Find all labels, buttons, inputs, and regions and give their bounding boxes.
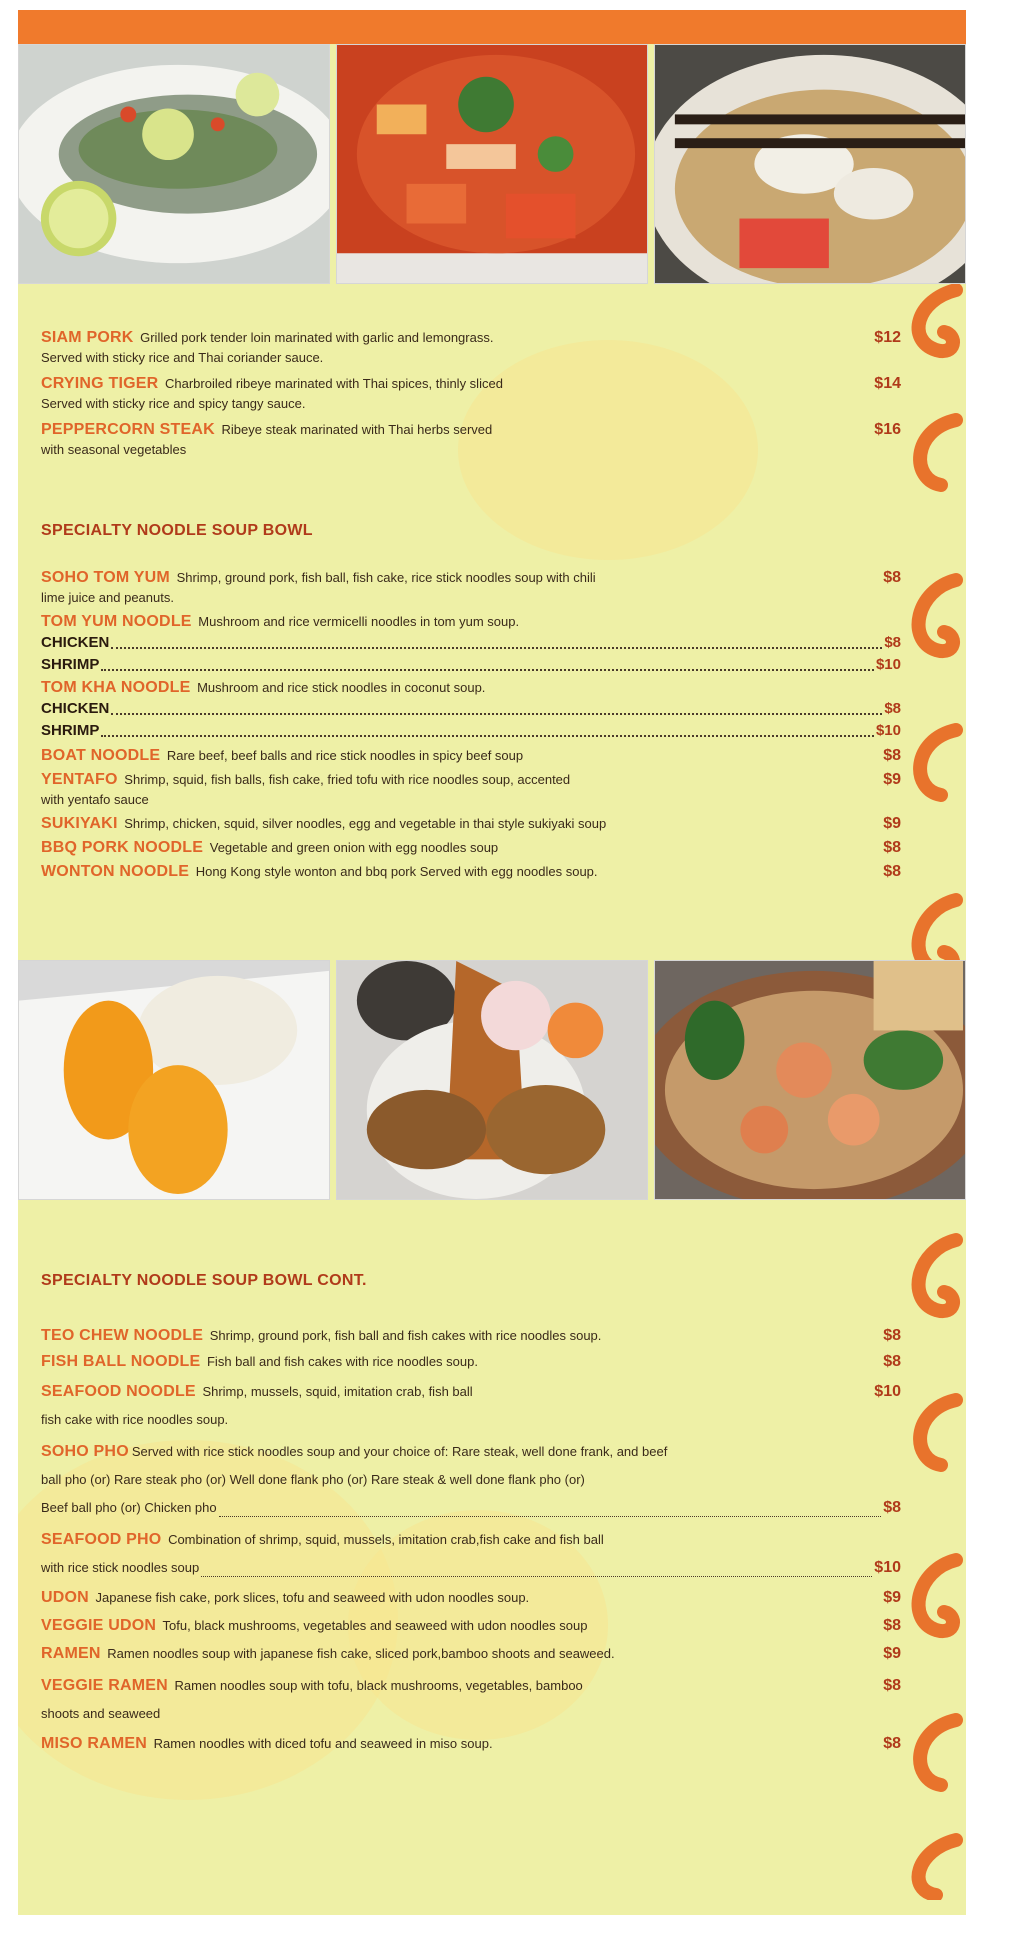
item-name: MISO RAMEN [41,1735,147,1752]
menu-item-tom-kha-noodle [41,678,901,698]
menu-item-miso-ramen [41,1734,901,1754]
item-description: Shrimp, chicken, squid, silver noodles, egg and vegetable in thai style sukiyaki soup [124,816,607,831]
menu-item-siam-pork [41,328,901,368]
item-description: Hong Kong style wonton and bbq pork Served with egg noodles soup. [195,864,598,879]
menu-item-sukiyaki [41,814,901,834]
item-price: $8 [883,1617,901,1634]
section-heading: SPECIALTY NOODLE SOUP BOWL [41,522,313,539]
item-description: Japanese fish cake, pork slices, tofu and seaweed with udon noodles soup. [95,1590,530,1605]
option-price: $8 [884,634,901,651]
option-label: SHRIMP [41,722,100,739]
item-description-cont: with rice stick noodles soup [41,1560,200,1575]
item-description: Ramen noodles soup with japanese fish cake, sliced pork,bamboo shoots and seaweed. [107,1646,615,1661]
mango-sticky-rice-photo [18,960,330,1200]
item-name: FISH BALL NOODLE [41,1353,201,1370]
grill-section [41,328,901,460]
menu-item-peppercorn-steak [41,420,901,460]
bottom-photo-row [18,960,966,1200]
option-label: CHICKEN [41,700,110,717]
menu-item-seafood-noodle [41,1378,901,1434]
item-description-cont: lime juice and peanuts. [41,590,174,605]
menu-item-bbq-pork-noodle [41,838,901,858]
option-price: $8 [884,700,901,717]
item-description-cont: ball pho (or) Rare steak pho (or) Well done flank pho (or) Rare steak & well done flank pho (or) [41,1472,585,1487]
option-chicken [41,698,901,720]
item-description-cont: fish cake with rice noodles soup. [41,1412,229,1427]
shrimp-noodle-photo [654,960,966,1200]
item-description: Shrimp, squid, fish balls, fish cake, fried tofu with rice noodles soup, accented [124,772,571,787]
item-price: $12 [874,329,901,346]
item-name: SOHO PHO [41,1443,129,1460]
item-description: Ramen noodles soup with tofu, black mushrooms, vegetables, bamboo [174,1678,583,1693]
noodle-soup-section [41,522,901,882]
item-price: $8 [883,569,901,586]
top-banner [18,10,966,44]
item-description: Shrimp, ground pork, fish ball, fish cake, rice stick noodles soup with chili [176,570,596,585]
seafood-pho-price-line [41,1554,901,1582]
menu-item-teo-chew-noodle [41,1326,901,1346]
item-price: $10 [874,1559,901,1576]
option-chicken [41,632,901,654]
item-price: $8 [883,863,901,880]
item-description-cont: shoots and seaweed [41,1706,161,1721]
option-label: SHRIMP [41,656,100,673]
top-photo-row [18,44,966,284]
menu-item-yentafo [41,770,901,810]
item-price: $9 [883,1589,901,1606]
item-price: $9 [883,815,901,832]
menu-item-tom-yum-noodle [41,612,901,632]
item-price: $8 [883,1327,901,1344]
menu-item-boat-noodle [41,746,901,766]
item-description: Ramen noodles with diced tofu and seaweed in miso soup. [153,1736,493,1751]
item-description-cont: with seasonal vegetables [41,442,187,457]
item-name: BBQ PORK NOODLE [41,839,204,856]
item-description: Grilled pork tender loin marinated with garlic and lemongrass. [140,330,494,345]
menu-item-veggie-ramen [41,1672,901,1728]
section-heading: SPECIALTY NOODLE SOUP BOWL CONT. [41,1272,367,1289]
item-name: SEAFOOD PHO [41,1531,162,1548]
item-name: VEGGIE RAMEN [41,1677,168,1694]
item-name: BOAT NOODLE [41,747,161,764]
item-name: SEAFOOD NOODLE [41,1383,196,1400]
seafood-soup-photo [654,44,966,284]
option-shrimp [41,654,901,676]
menu-item-veggie-udon [41,1616,901,1636]
item-name: TOM KHA NOODLE [41,679,191,696]
item-description: Vegetable and green onion with egg noodles soup [209,840,499,855]
item-description-cont: Beef ball pho (or) Chicken pho [41,1500,217,1515]
menu-item-crying-tiger [41,374,901,414]
item-name: SUKIYAKI [41,815,118,832]
menu-page [18,10,966,1915]
menu-item-soho-pho [41,1438,901,1494]
item-name: YENTAFO [41,771,118,788]
item-name: SOHO TOM YUM [41,569,170,586]
option-price: $10 [875,722,901,739]
item-price: $8 [883,1499,901,1516]
option-price: $10 [875,656,901,673]
menu-item-fish-ball-noodle [41,1352,901,1372]
item-description: Charbroiled ribeye marinated with Thai spices, thinly sliced [165,376,503,391]
item-name: SIAM PORK [41,329,134,346]
item-description: Ribeye steak marinated with Thai herbs served [221,422,493,437]
fried-shrimp-photo [336,960,648,1200]
item-description: Rare beef, beef balls and rice stick noodles in spicy beef soup [166,748,524,763]
item-name: TOM YUM NOODLE [41,613,192,630]
soho-pho-price-line [41,1494,901,1522]
menu-item-udon [41,1588,901,1608]
item-price: $8 [883,839,901,856]
item-description: Shrimp, ground pork, fish ball and fish cakes with rice noodles soup. [209,1328,602,1343]
item-description: Served with rice stick noodles soup and your choice of: Rare steak, well done frank, and beef [131,1444,668,1459]
item-price: $16 [874,421,901,438]
menu-item-soho-tom-yum [41,568,901,608]
item-description: Mushroom and rice vermicelli noodles in tom yum soup. [198,614,520,629]
item-price: $9 [883,1645,901,1662]
item-name: PEPPERCORN STEAK [41,421,215,438]
option-shrimp [41,720,901,742]
item-description: Combination of shrimp, squid, mussels, imitation crab,fish cake and fish ball [168,1532,604,1547]
noodle-soup-cont-section [41,1272,901,1754]
item-description: Fish ball and fish cakes with rice noodles soup. [206,1354,478,1369]
item-name: UDON [41,1589,89,1606]
item-description-cont: Served with sticky rice and Thai coriander sauce. [41,350,324,365]
item-name: CRYING TIGER [41,375,159,392]
item-name: RAMEN [41,1645,101,1662]
item-name: TEO CHEW NOODLE [41,1327,204,1344]
item-price: $10 [874,1383,901,1400]
item-description-cont: with yentafo sauce [41,792,149,807]
item-description: Mushroom and rice stick noodles in coconut soup. [197,680,486,695]
item-price: $8 [883,1735,901,1752]
item-price: $8 [883,1353,901,1370]
item-price: $14 [874,375,901,392]
item-name: VEGGIE UDON [41,1617,157,1634]
item-description: Shrimp, mussels, squid, imitation crab, fish ball [202,1384,473,1399]
option-label: CHICKEN [41,634,110,651]
item-price: $9 [883,771,901,788]
menu-item-seafood-pho [41,1526,901,1554]
item-price: $8 [883,747,901,764]
item-name: WONTON NOODLE [41,863,190,880]
steamed-fish-photo [18,44,330,284]
item-price: $8 [883,1677,901,1694]
menu-item-ramen [41,1644,901,1664]
sweet-sour-dish-photo [336,44,648,284]
item-description-cont: Served with sticky rice and spicy tangy sauce. [41,396,306,411]
item-description: Tofu, black mushrooms, vegetables and seaweed with udon noodles soup [162,1618,588,1633]
menu-item-wonton-noodle [41,862,901,882]
